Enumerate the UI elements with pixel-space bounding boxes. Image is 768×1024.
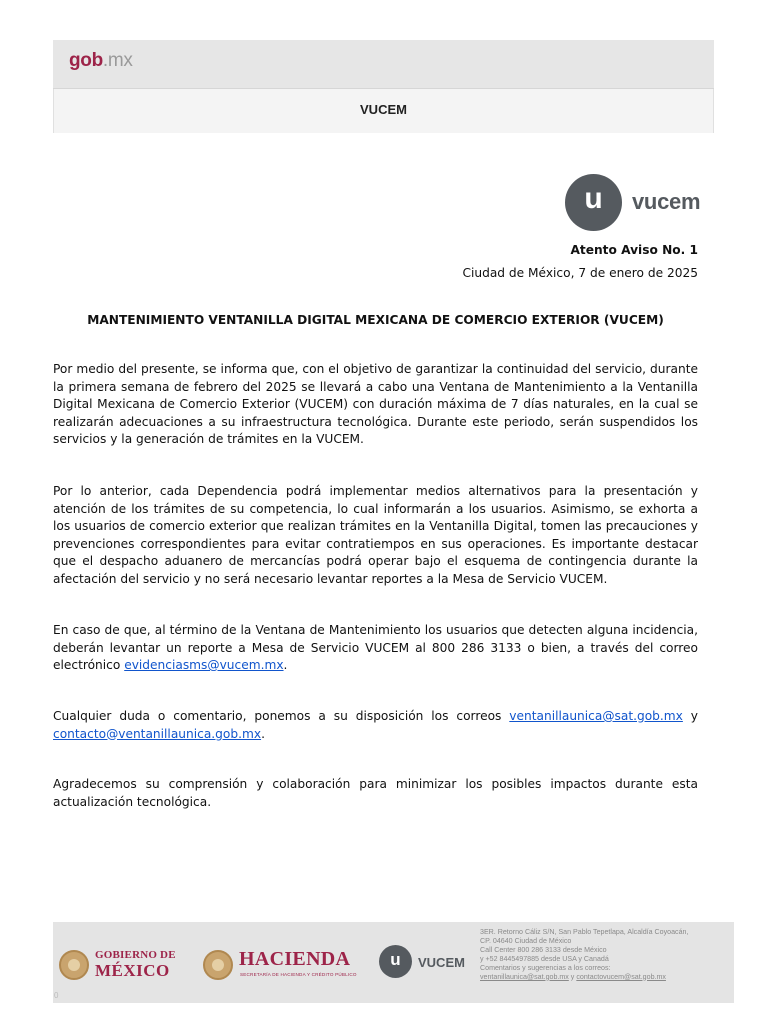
notice-number: Atento Aviso No. 1 xyxy=(570,243,698,257)
notice-place-date: Ciudad de México, 7 de enero de 2025 xyxy=(462,266,698,280)
footer-address-line: 3ER. Retorno Cáliz S/N, San Pablo Tepetlapa, Alcaldía Coyoacán, xyxy=(480,928,689,936)
footer-comments-line: Comentarios y sugerencias a los correos: xyxy=(480,963,611,972)
footer-contactovucem-link[interactable]: contactovucem@sat.gob.mx xyxy=(576,972,666,981)
page-number: 0 xyxy=(54,991,59,1000)
footer-contact-info xyxy=(480,928,730,981)
vucem-logo-icon: u xyxy=(379,945,412,978)
footer-callcenter-line: y +52 8445497885 desde USA y Canadá xyxy=(480,954,609,963)
footer-ventanillaunica-link[interactable]: ventanillaunica@sat.gob.mx xyxy=(480,972,569,981)
gob-mx-logo: gob.mx xyxy=(69,50,133,71)
evidencias-email-link[interactable]: evidenciasms@vucem.mx xyxy=(124,658,284,672)
paragraph-4: Cualquier duda o comentario, ponemos a su disposición los correos ventanillaunica@sat.gob.mx y contacto@ventanillaunica.gob.mx. xyxy=(53,709,699,741)
page-header xyxy=(53,40,714,133)
vucem-logo xyxy=(565,174,715,232)
paragraph-5: Agradecemos su comprensión y colaboración para minimizar los posibles impactos durante esta actualización tecnológica. xyxy=(53,777,698,809)
vucem-logo-icon: u xyxy=(565,174,622,231)
footer-callcenter-line: Call Center 800 286 3133 desde México xyxy=(480,945,607,954)
gobierno-de-mexico-logo: GOBIERNO DE MÉXICO xyxy=(59,946,179,986)
footer-address-line: CP. 04640 Ciudad de México xyxy=(480,936,572,945)
coat-of-arms-icon xyxy=(203,950,233,980)
footer-emails-line: ventanillaunica@sat.gob.mx y contactovucem@sat.gob.mx xyxy=(480,972,666,981)
paragraph-1: Por medio del presente, se informa que, con el objetivo de garantizar la continuidad del servicio, durante la primera semana de febrero del 2025 se llevará a cabo una Ventana de Mantenimiento a la Ventanilla Digital Mexicana de Comercio Exterior (VUCEM) con duración máxima de 7 días naturales, en la cual se realizarán adecuaciones a su infraestructura tecnológica. Durante este periodo, serán suspendidos los servicios y la generación de trámites en la VUCEM. xyxy=(53,362,698,446)
footer-vucem-logo: u VUCEM xyxy=(379,945,479,981)
header-title: VUCEM xyxy=(54,89,713,133)
ventanillaunica-email-link[interactable]: ventanillaunica@sat.gob.mx xyxy=(509,709,683,723)
coat-of-arms-icon xyxy=(59,950,89,980)
contacto-email-link[interactable]: contacto@ventanillaunica.gob.mx xyxy=(53,726,262,741)
document-title: MANTENIMIENTO VENTANILLA DIGITAL MEXICANA DE COMERCIO EXTERIOR (VUCEM) xyxy=(87,313,664,327)
paragraph-3: En caso de que, al término de la Ventana de Mantenimiento los usuarios que detecten alguna incidencia, deberán levantar un reporte a Mesa de Servicio VUCEM al 800 286 3133 o bien, a través del correo electrónico evidenciasms@vucem.mx. xyxy=(53,623,698,672)
page-footer xyxy=(53,922,734,1003)
vucem-logo-word: vucem xyxy=(632,189,701,214)
hacienda-logo: HACIENDA SECRETARÍA DE HACIENDA Y CRÉDITO PÚBLICO xyxy=(203,946,363,986)
paragraph-2: Por lo anterior, cada Dependencia podrá implementar medios alternativos para la presentación y atención de los trámites de su competencia, lo cual informarán a los usuarios. Asimismo, se exhorta a los usuarios de comercio exterior que realizan trámites en la Ventanilla Digital, tomen las precauciones y prevenciones correspondientes para evitar contratiempos en sus operaciones. Es importante destacar que el despacho aduanero de mercancías podrá operar bajo el esquema de contingencia durante la afectación del servicio y no será necesario levantar reportes a la Mesa de Servicio VUCEM. xyxy=(53,484,698,586)
header-brand-bar xyxy=(53,40,714,89)
